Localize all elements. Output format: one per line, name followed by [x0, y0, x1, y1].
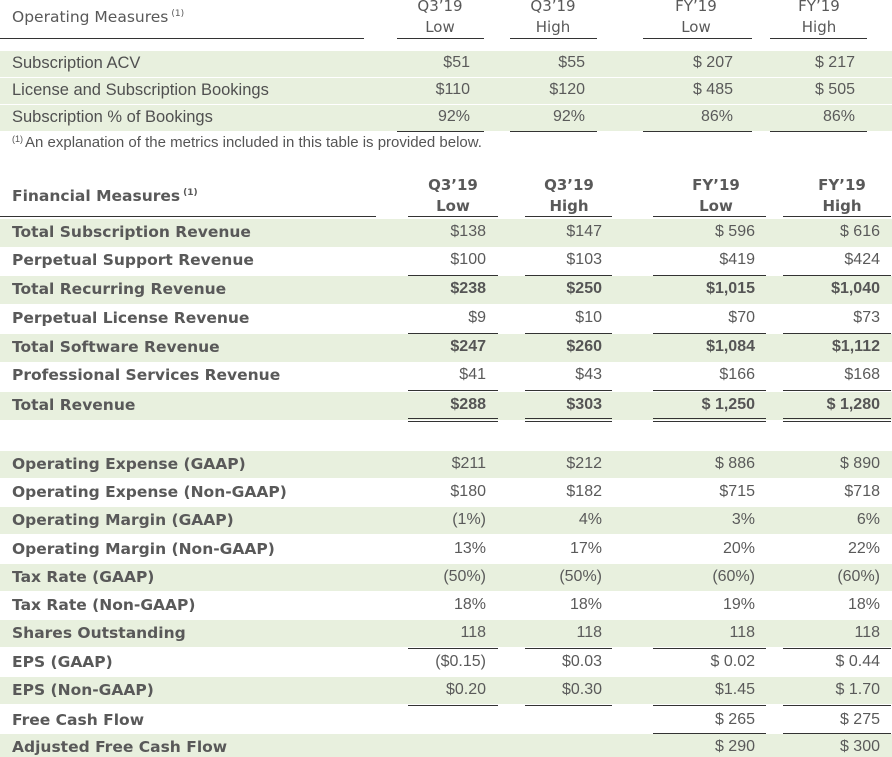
- other-row-value: 4%: [578, 511, 602, 528]
- financial-row-value: $ 1,280: [826, 396, 880, 413]
- other-row: [0, 620, 892, 647]
- other-row-value: 18%: [847, 596, 880, 613]
- financial-row-value: $100: [450, 251, 486, 268]
- financial-row-label: Perpetual Support Revenue: [12, 251, 254, 269]
- other-row: [0, 479, 892, 506]
- financial-title-underline: [0, 216, 376, 217]
- other-values-underline: [653, 648, 766, 649]
- financial-row: [0, 362, 892, 390]
- other-row-value: 22%: [847, 540, 880, 557]
- col-header-underline: [643, 38, 752, 39]
- other-row-value: ($0.15): [435, 653, 486, 670]
- financial-row-value: $103: [566, 251, 602, 268]
- financial-col-header: [509, 175, 629, 217]
- other-row-value: $211: [451, 455, 486, 472]
- operating-col-header: [493, 0, 613, 38]
- col-header-bound: Low: [436, 197, 470, 215]
- operating-values-underline: [397, 131, 484, 132]
- financial-values-underline: [525, 275, 612, 276]
- financial-values-underline: [408, 390, 498, 391]
- financial-row-value: $303: [566, 396, 602, 413]
- other-row-value: $212: [566, 455, 602, 472]
- financial-row-label: Total Recurring Revenue: [12, 280, 227, 298]
- col-header-period: Q3’19: [428, 176, 478, 194]
- other-row-value: $ 886: [714, 455, 755, 472]
- financial-row-value: $260: [566, 338, 602, 355]
- other-row-value: $ 1.70: [835, 681, 880, 698]
- financial-values-underline: [408, 333, 498, 334]
- operating-row: [0, 105, 892, 131]
- col-header-underline: [510, 38, 597, 39]
- col-header-bound: Low: [699, 197, 733, 215]
- financial-row: [0, 392, 892, 420]
- col-header-underline: [770, 38, 867, 39]
- operating-row-value: $55: [558, 54, 585, 71]
- financial-values-underline: [653, 421, 766, 422]
- financial-row-value: $424: [844, 251, 880, 268]
- operating-row-value: $ 217: [814, 54, 855, 71]
- financial-row-value: $43: [575, 366, 602, 383]
- other-row-value: $1.45: [714, 681, 755, 698]
- operating-row: [0, 78, 892, 104]
- col-header-period: FY’19: [818, 176, 866, 194]
- operating-row-value: 86%: [700, 108, 733, 125]
- other-row-value: $0.30: [561, 681, 602, 698]
- other-row-label: Tax Rate (GAAP): [12, 568, 155, 586]
- financial-values-underline: [408, 275, 498, 276]
- financial-col-header: [393, 175, 513, 217]
- operating-row-value: $51: [443, 54, 470, 71]
- other-values-underline: [408, 705, 498, 706]
- financial-row-value: $10: [575, 309, 602, 326]
- col-header-bound: High: [549, 197, 589, 215]
- financial-row-label: Professional Services Revenue: [12, 366, 281, 384]
- financial-values-underline: [783, 275, 891, 276]
- operating-row-value: $120: [549, 81, 585, 98]
- footnote-text: An explanation of the metrics included in this table is provided below.: [25, 134, 482, 151]
- other-row-value: (50%): [443, 568, 486, 585]
- other-row-value: $715: [719, 483, 755, 500]
- financial-values-underline: [783, 390, 891, 391]
- other-values-underline: [783, 705, 891, 706]
- financial-row-value: $ 596: [714, 223, 755, 240]
- financial-row: [0, 219, 892, 247]
- other-row-value: (50%): [559, 568, 602, 585]
- operating-measures-title: [12, 8, 184, 26]
- financial-row-value: $247: [450, 338, 486, 355]
- col-header-bound: High: [535, 18, 571, 36]
- other-row: [0, 592, 892, 619]
- operating-footnote: [12, 134, 482, 151]
- financial-row: [0, 247, 892, 275]
- financial-row-value: $73: [853, 309, 880, 326]
- col-header-period: Q3’19: [530, 0, 576, 15]
- financial-values-underline: [408, 418, 498, 419]
- operating-row-label: License and Subscription Bookings: [12, 81, 269, 99]
- other-row: [0, 507, 892, 534]
- financial-values-underline: [525, 333, 612, 334]
- other-row-value: 118: [460, 624, 486, 641]
- financial-row-value: $147: [566, 223, 602, 240]
- other-row-label: Free Cash Flow: [12, 711, 145, 729]
- financial-values-underline: [653, 418, 766, 419]
- financial-row-value: $41: [459, 366, 486, 383]
- other-row: [0, 734, 892, 757]
- col-header-period: FY’19: [692, 176, 740, 194]
- operating-row-value: $110: [435, 81, 470, 98]
- financial-row-value: $288: [450, 396, 486, 413]
- col-header-bound: High: [822, 197, 862, 215]
- financial-row-value: $70: [728, 309, 755, 326]
- operating-measures-footnote-marker: (1): [171, 9, 185, 19]
- financial-row-value: $1,112: [831, 338, 880, 355]
- col-header-underline: [408, 216, 498, 217]
- financial-measures-footnote-marker: (1): [183, 188, 198, 198]
- operating-col-header: [636, 0, 756, 38]
- financial-col-header: [656, 175, 776, 217]
- financial-row-value: $250: [566, 280, 602, 297]
- col-header-underline: [397, 38, 484, 39]
- financial-row-value: $138: [450, 223, 486, 240]
- col-header-bound: Low: [425, 18, 455, 36]
- operating-title-underline: [0, 38, 364, 39]
- other-row-value: 17%: [569, 540, 602, 557]
- financial-values-underline: [525, 418, 612, 419]
- other-row-value: $182: [566, 483, 602, 500]
- financial-row-label: Total Subscription Revenue: [12, 223, 251, 241]
- financial-values-underline: [525, 390, 612, 391]
- col-header-underline: [653, 216, 766, 217]
- other-row-value: $ 265: [714, 711, 755, 728]
- footnote-marker: (1): [12, 134, 23, 144]
- operating-row-value: $ 505: [814, 81, 855, 98]
- col-header-period: Q3’19: [544, 176, 594, 194]
- other-row-label: EPS (Non-GAAP): [12, 681, 154, 699]
- operating-row-label: Subscription ACV: [12, 54, 141, 72]
- other-row: [0, 451, 892, 478]
- financial-values-underline: [408, 421, 498, 422]
- other-row-label: Operating Margin (Non-GAAP): [12, 540, 275, 558]
- other-row-value: 18%: [569, 596, 602, 613]
- operating-measures-title-text: Operating Measures: [12, 8, 169, 26]
- other-row-value: $ 290: [714, 738, 755, 755]
- operating-row-value: 86%: [822, 108, 855, 125]
- operating-row-label: Subscription % of Bookings: [12, 108, 213, 126]
- other-row-value: 118: [854, 624, 880, 641]
- financial-row-value: $1,015: [706, 280, 755, 297]
- other-values-underline: [653, 705, 766, 706]
- other-row-value: $ 300: [839, 738, 880, 755]
- col-header-underline: [525, 216, 612, 217]
- financial-values-underline: [783, 333, 891, 334]
- other-row: [0, 707, 892, 734]
- other-row-label: Operating Margin (GAAP): [12, 511, 234, 529]
- operating-row: [0, 51, 892, 77]
- operating-row-value: 92%: [552, 108, 585, 125]
- other-values-underline: [525, 648, 612, 649]
- other-row-value: 118: [729, 624, 755, 641]
- operating-values-underline: [643, 131, 752, 132]
- financial-row: [0, 334, 892, 362]
- financial-row-value: $166: [719, 366, 755, 383]
- other-row-value: 18%: [453, 596, 486, 613]
- financial-row-value: $238: [450, 280, 486, 297]
- other-row-value: 118: [576, 624, 602, 641]
- col-header-underline: [783, 216, 891, 217]
- financial-row-value: $ 616: [839, 223, 880, 240]
- financial-row-label: Total Software Revenue: [12, 338, 220, 356]
- financial-row-value: $ 1,250: [701, 396, 755, 413]
- financial-row-value: $1,084: [706, 338, 755, 355]
- col-header-period: Q3’19: [417, 0, 463, 15]
- financial-values-underline: [783, 421, 891, 422]
- financial-values-underline: [653, 275, 766, 276]
- other-values-underline: [653, 733, 766, 734]
- financial-measures-title-text: Financial Measures: [12, 187, 181, 205]
- financial-row-value: $419: [719, 251, 755, 268]
- other-row-label: Adjusted Free Cash Flow: [12, 738, 228, 756]
- financial-row-label: Perpetual License Revenue: [12, 309, 250, 327]
- other-row-value: $ 890: [839, 455, 880, 472]
- financial-values-underline: [783, 418, 891, 419]
- col-header-period: FY’19: [675, 0, 717, 15]
- other-row-value: $0.20: [445, 681, 486, 698]
- operating-row-value: $ 485: [692, 81, 733, 98]
- financial-measures-title: [12, 187, 198, 205]
- other-row-value: 13%: [453, 540, 486, 557]
- other-row-label: EPS (GAAP): [12, 653, 113, 671]
- other-row-label: Operating Expense (GAAP): [12, 455, 246, 473]
- operating-row-value: 92%: [437, 108, 470, 125]
- other-row-value: 6%: [856, 511, 880, 528]
- other-row-value: 19%: [722, 596, 755, 613]
- other-row: [0, 564, 892, 591]
- financial-row: [0, 276, 892, 304]
- financial-row: [0, 305, 892, 333]
- other-values-underline: [525, 705, 612, 706]
- other-row-label: Tax Rate (Non-GAAP): [12, 596, 196, 614]
- col-header-bound: Low: [681, 18, 711, 36]
- other-row-label: Operating Expense (Non-GAAP): [12, 483, 287, 501]
- financial-row-value: $9: [468, 309, 486, 326]
- other-values-underline: [783, 648, 891, 649]
- financial-values-underline: [525, 421, 612, 422]
- col-header-bound: High: [801, 18, 837, 36]
- other-row-value: $ 0.02: [710, 653, 755, 670]
- other-row-label: Shares Outstanding: [12, 624, 186, 642]
- operating-row-value: $ 207: [692, 54, 733, 71]
- other-values-underline: [408, 648, 498, 649]
- operating-col-header: [759, 0, 879, 38]
- other-row-value: (60%): [712, 568, 755, 585]
- other-row-value: 20%: [722, 540, 755, 557]
- other-row-value: $718: [844, 483, 880, 500]
- other-row: [0, 649, 892, 676]
- other-row: [0, 677, 892, 704]
- operating-col-header: [380, 0, 500, 38]
- other-row-value: (1%): [452, 511, 486, 528]
- other-row: [0, 536, 892, 563]
- other-values-underline: [783, 733, 891, 734]
- financial-values-underline: [653, 390, 766, 391]
- other-row-value: $180: [450, 483, 486, 500]
- financial-values-underline: [653, 333, 766, 334]
- other-row-value: $ 0.44: [835, 653, 880, 670]
- financial-row-value: $168: [844, 366, 880, 383]
- col-header-period: FY’19: [798, 0, 840, 15]
- operating-values-underline: [770, 131, 867, 132]
- financial-row-value: $1,040: [831, 280, 880, 297]
- other-row-value: (60%): [837, 568, 880, 585]
- financial-row-label: Total Revenue: [12, 396, 136, 414]
- other-row-value: $0.03: [561, 653, 602, 670]
- financial-col-header: [782, 175, 892, 217]
- other-row-value: 3%: [731, 511, 755, 528]
- operating-values-underline: [510, 131, 597, 132]
- other-row-value: $ 275: [839, 711, 880, 728]
